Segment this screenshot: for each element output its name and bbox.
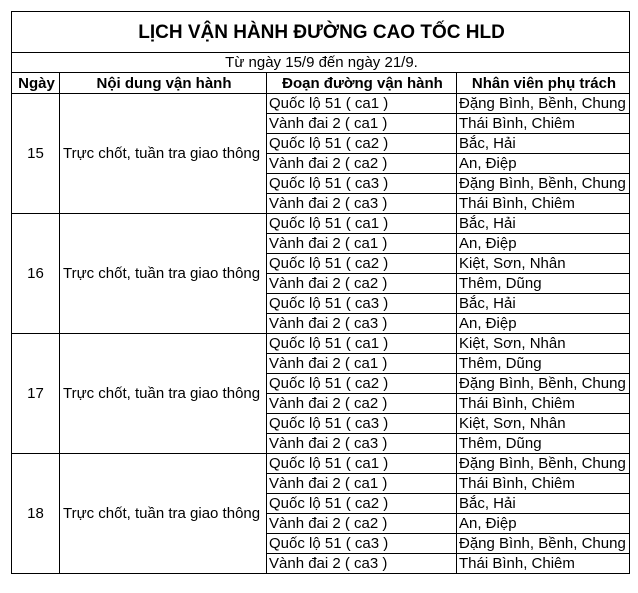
segment-cell: Quốc lộ 51 ( ca1 ) [267, 94, 457, 114]
segment-cell: Vành đai 2 ( ca1 ) [267, 234, 457, 254]
subtitle-row [12, 53, 630, 73]
segment-cell: Vành đai 2 ( ca3 ) [267, 194, 457, 214]
segment-cell: Vành đai 2 ( ca3 ) [267, 554, 457, 574]
segment-cell: Quốc lộ 51 ( ca2 ) [267, 254, 457, 274]
header-task: Nội dung vận hành [60, 73, 267, 94]
staff-cell: Thái Bình, Chiêm [457, 554, 630, 574]
staff-cell: Đặng Bình, Bềnh, Chung [457, 534, 630, 554]
staff-cell: Thái Bình, Chiêm [457, 394, 630, 414]
staff-cell: Bắc, Hải [457, 134, 630, 154]
segment-cell: Quốc lộ 51 ( ca1 ) [267, 214, 457, 234]
segment-cell: Quốc lộ 51 ( ca3 ) [267, 174, 457, 194]
segment-cell: Quốc lộ 51 ( ca3 ) [267, 414, 457, 434]
table-row [12, 214, 630, 234]
task-cell: Trực chốt, tuần tra giao thông [60, 454, 267, 574]
segment-cell: Quốc lộ 51 ( ca2 ) [267, 494, 457, 514]
schedule-body [12, 12, 630, 574]
segment-cell: Quốc lộ 51 ( ca2 ) [267, 134, 457, 154]
staff-cell: Bắc, Hải [457, 494, 630, 514]
segment-cell: Quốc lộ 51 ( ca1 ) [267, 454, 457, 474]
staff-cell: Đặng Bình, Bềnh, Chung [457, 94, 630, 114]
page-title: LỊCH VẬN HÀNH ĐƯỜNG CAO TỐC HLD [12, 12, 630, 53]
staff-cell: Kiệt, Sơn, Nhân [457, 414, 630, 434]
staff-cell: An, Điệp [457, 514, 630, 534]
table-row [12, 334, 630, 354]
segment-cell: Vành đai 2 ( ca2 ) [267, 394, 457, 414]
segment-cell: Vành đai 2 ( ca2 ) [267, 514, 457, 534]
day-cell: 18 [12, 454, 60, 574]
staff-cell: An, Điệp [457, 154, 630, 174]
staff-cell: Đặng Bình, Bềnh, Chung [457, 174, 630, 194]
title-row [12, 12, 630, 53]
header-day: Ngày [12, 73, 60, 94]
day-cell: 15 [12, 94, 60, 214]
schedule-sheet [11, 11, 630, 574]
day-cell: 17 [12, 334, 60, 454]
task-cell: Trực chốt, tuần tra giao thông [60, 334, 267, 454]
segment-cell: Quốc lộ 51 ( ca1 ) [267, 334, 457, 354]
segment-cell: Quốc lộ 51 ( ca2 ) [267, 374, 457, 394]
segment-cell: Vành đai 2 ( ca3 ) [267, 434, 457, 454]
table-row [12, 454, 630, 474]
staff-cell: Thêm, Dũng [457, 274, 630, 294]
staff-cell: Đặng Bình, Bềnh, Chung [457, 374, 630, 394]
staff-cell: Thêm, Dũng [457, 354, 630, 374]
segment-cell: Quốc lộ 51 ( ca3 ) [267, 534, 457, 554]
task-cell: Trực chốt, tuần tra giao thông [60, 94, 267, 214]
segment-cell: Vành đai 2 ( ca2 ) [267, 274, 457, 294]
staff-cell: Bắc, Hải [457, 214, 630, 234]
staff-cell: Kiệt, Sơn, Nhân [457, 254, 630, 274]
staff-cell: Kiệt, Sơn, Nhân [457, 334, 630, 354]
header-row [12, 73, 630, 94]
task-cell: Trực chốt, tuần tra giao thông [60, 214, 267, 334]
segment-cell: Vành đai 2 ( ca3 ) [267, 314, 457, 334]
segment-cell: Quốc lộ 51 ( ca3 ) [267, 294, 457, 314]
table-row [12, 94, 630, 114]
staff-cell: Thái Bình, Chiêm [457, 474, 630, 494]
header-segment: Đoạn đường vận hành [267, 73, 457, 94]
segment-cell: Vành đai 2 ( ca2 ) [267, 154, 457, 174]
staff-cell: An, Điệp [457, 234, 630, 254]
staff-cell: Bắc, Hải [457, 294, 630, 314]
header-staff: Nhân viên phụ trách [457, 73, 630, 94]
date-range: Từ ngày 15/9 đến ngày 21/9. [12, 53, 630, 73]
segment-cell: Vành đai 2 ( ca1 ) [267, 114, 457, 134]
staff-cell: Thái Bình, Chiêm [457, 194, 630, 214]
segment-cell: Vành đai 2 ( ca1 ) [267, 354, 457, 374]
segment-cell: Vành đai 2 ( ca1 ) [267, 474, 457, 494]
staff-cell: Đặng Bình, Bềnh, Chung [457, 454, 630, 474]
staff-cell: Thêm, Dũng [457, 434, 630, 454]
staff-cell: An, Điệp [457, 314, 630, 334]
staff-cell: Thái Bình, Chiêm [457, 114, 630, 134]
day-cell: 16 [12, 214, 60, 334]
schedule-table [11, 11, 630, 574]
